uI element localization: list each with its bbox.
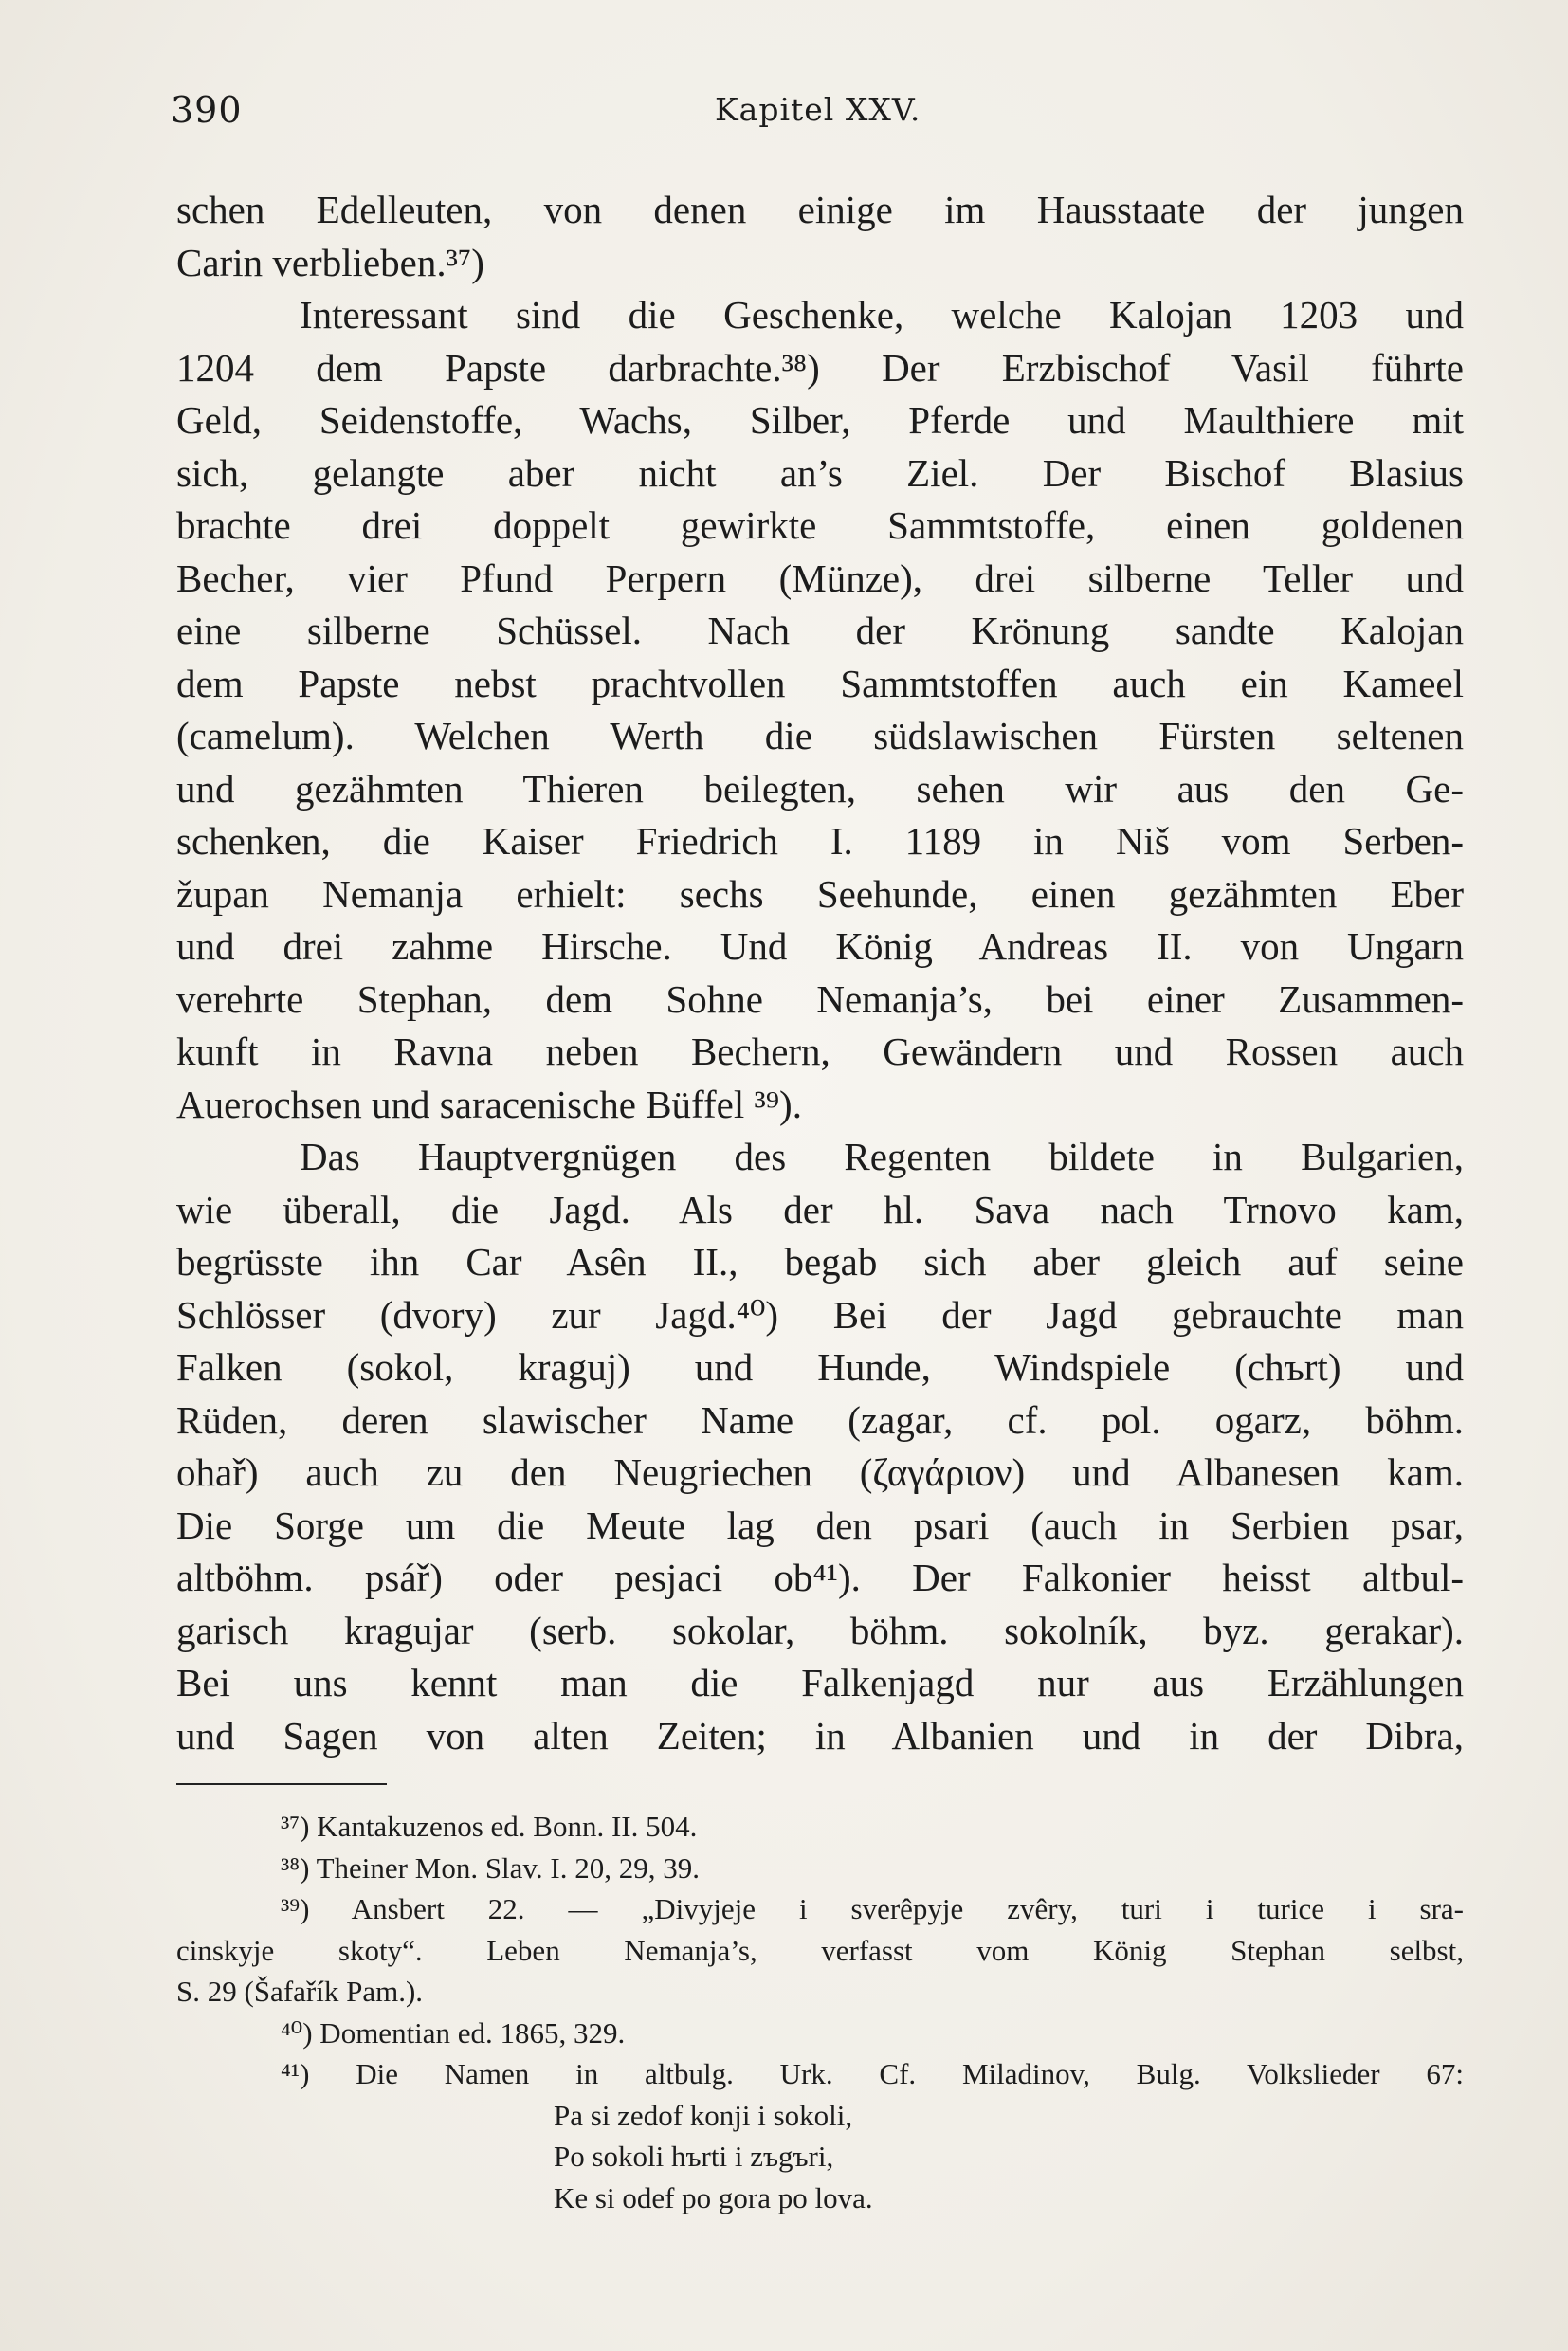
text-line: Das Hauptvergnügen des Regenten bildete in Bulgarien, — [300, 1135, 1464, 1178]
text-line: wie überall, die Jagd. Als der hl. Sava nach Trnovo kam, — [176, 1187, 1464, 1231]
running-head: Kapitel XXV. — [715, 91, 921, 128]
text-line: garisch kragujar (serb. sokolar, böhm. sokolník, byz. gerakar). — [176, 1608, 1464, 1652]
text-line: und drei zahme Hirsche. Und König Andreas II. von Ungarn — [176, 924, 1464, 968]
text-line: Auerochsen und saracenische Büffel ³⁹). — [176, 1082, 802, 1126]
verse-line: Pa si zedof konji i sokoli, — [554, 2098, 853, 2132]
text-line: schen Edelleuten, von denen einige im Hausstaate der jungen — [176, 188, 1464, 231]
text-line: Rüden, deren slawischer Name (zagar, cf. pol. ogarz, böhm. — [176, 1397, 1464, 1442]
footnote-line: cinskyje skoty“. Leben Nemanja’s, verfasst vom König Stephan selbst, — [176, 1933, 1464, 1967]
body-text — [176, 184, 1464, 1762]
footnote-line: ³⁷) Kantakuzenos ed. Bonn. II. 504. — [281, 1810, 698, 1843]
page-number: 390 — [171, 89, 243, 131]
footnote-rule — [176, 1783, 387, 1785]
text-line: brachte drei doppelt gewirkte Sammtstoffe, einen goldenen — [176, 503, 1464, 547]
text-line: 1204 dem Papste darbrachte.³⁸) Der Erzbischof Vasil führte — [176, 345, 1464, 390]
footnote-line: ³⁹) Ansbert 22. — „Divyjeje i sverêpyje zvêry, turi i turice i sra- — [281, 1892, 1464, 1925]
footnotes — [176, 1806, 1464, 2218]
verse-line: Po sokoli hъrti i zъgъri, — [554, 2140, 834, 2173]
text-line: župan Nemanja erhielt: sechs Seehunde, einen gezähmten Eber — [176, 871, 1464, 916]
text-line: Bei uns kennt man die Falkenjagd nur aus Erzählungen — [176, 1661, 1464, 1704]
footnote-line: ⁴⁰) Domentian ed. 1865, 329. — [281, 2015, 626, 2050]
footnote-line: S. 29 (Šafařík Pam.). — [176, 1975, 424, 2008]
text-line: Falken (sokol, kraguj) und Hunde, Windspiele (chъrt) und — [176, 1345, 1464, 1389]
text-line: Schlösser (dvory) zur Jagd.⁴⁰) Bei der Jagd gebrauchte man — [176, 1292, 1464, 1337]
text-line: Carin verblieben.³⁷) — [176, 240, 484, 284]
text-line: Interessant sind die Geschenke, welche Kalojan 1203 und — [300, 293, 1464, 337]
text-line: sich, gelangte aber nicht an’s Ziel. Der Bischof Blasius — [176, 450, 1464, 495]
text-line: (camelum). Welchen Werth die südslawischen Fürsten seltenen — [176, 714, 1464, 757]
text-line: Geld, Seidenstoffe, Wachs, Silber, Pferde und Maulthiere mit — [176, 398, 1464, 442]
text-line: verehrte Stephan, dem Sohne Nemanja’s, bei einer Zusammen- — [176, 976, 1464, 1021]
verse-line: Ke si odef po gora po lova. — [554, 2180, 873, 2214]
text-line: eine silberne Schüssel. Nach der Krönung sandte Kalojan — [176, 609, 1464, 652]
text-line: begrüsste ihn Car Asên II., begab sich aber gleich auf seine — [176, 1240, 1464, 1284]
text-line: altböhm. psář) oder pesjaci ob⁴¹). Der Falkonier heisst altbul- — [176, 1556, 1464, 1599]
text-line: kunft in Ravna neben Bechern, Gewändern und Rossen auch — [176, 1030, 1464, 1073]
footnote-line: ³⁸) Theiner Mon. Slav. I. 20, 29, 39. — [281, 1850, 700, 1885]
text-line: Becher, vier Pfund Perpern (Münze), drei silberne Teller und — [176, 556, 1464, 600]
text-line: ohař) auch zu den Neugriechen (ζαγάριον) und Albanesen kam. — [176, 1450, 1464, 1494]
text-line: Die Sorge um die Meute lag den psari (auch in Serbien psar, — [176, 1503, 1464, 1547]
footnote-line: ⁴¹) Die Namen in altbulg. Urk. Cf. Miladinov, Bulg. Volkslieder 67: — [281, 2057, 1464, 2090]
text-line: schenken, die Kaiser Friedrich I. 1189 in Niš vom Serben- — [176, 819, 1464, 863]
page-header — [171, 83, 1469, 137]
text-line: und gezähmten Thieren beilegten, sehen wir aus den Ge- — [176, 766, 1464, 811]
text-line: dem Papste nebst prachtvollen Sammtstoffen auch ein Kameel — [176, 661, 1464, 705]
text-line: und Sagen von alten Zeiten; in Albanien und in der Dibra, — [176, 1713, 1464, 1758]
